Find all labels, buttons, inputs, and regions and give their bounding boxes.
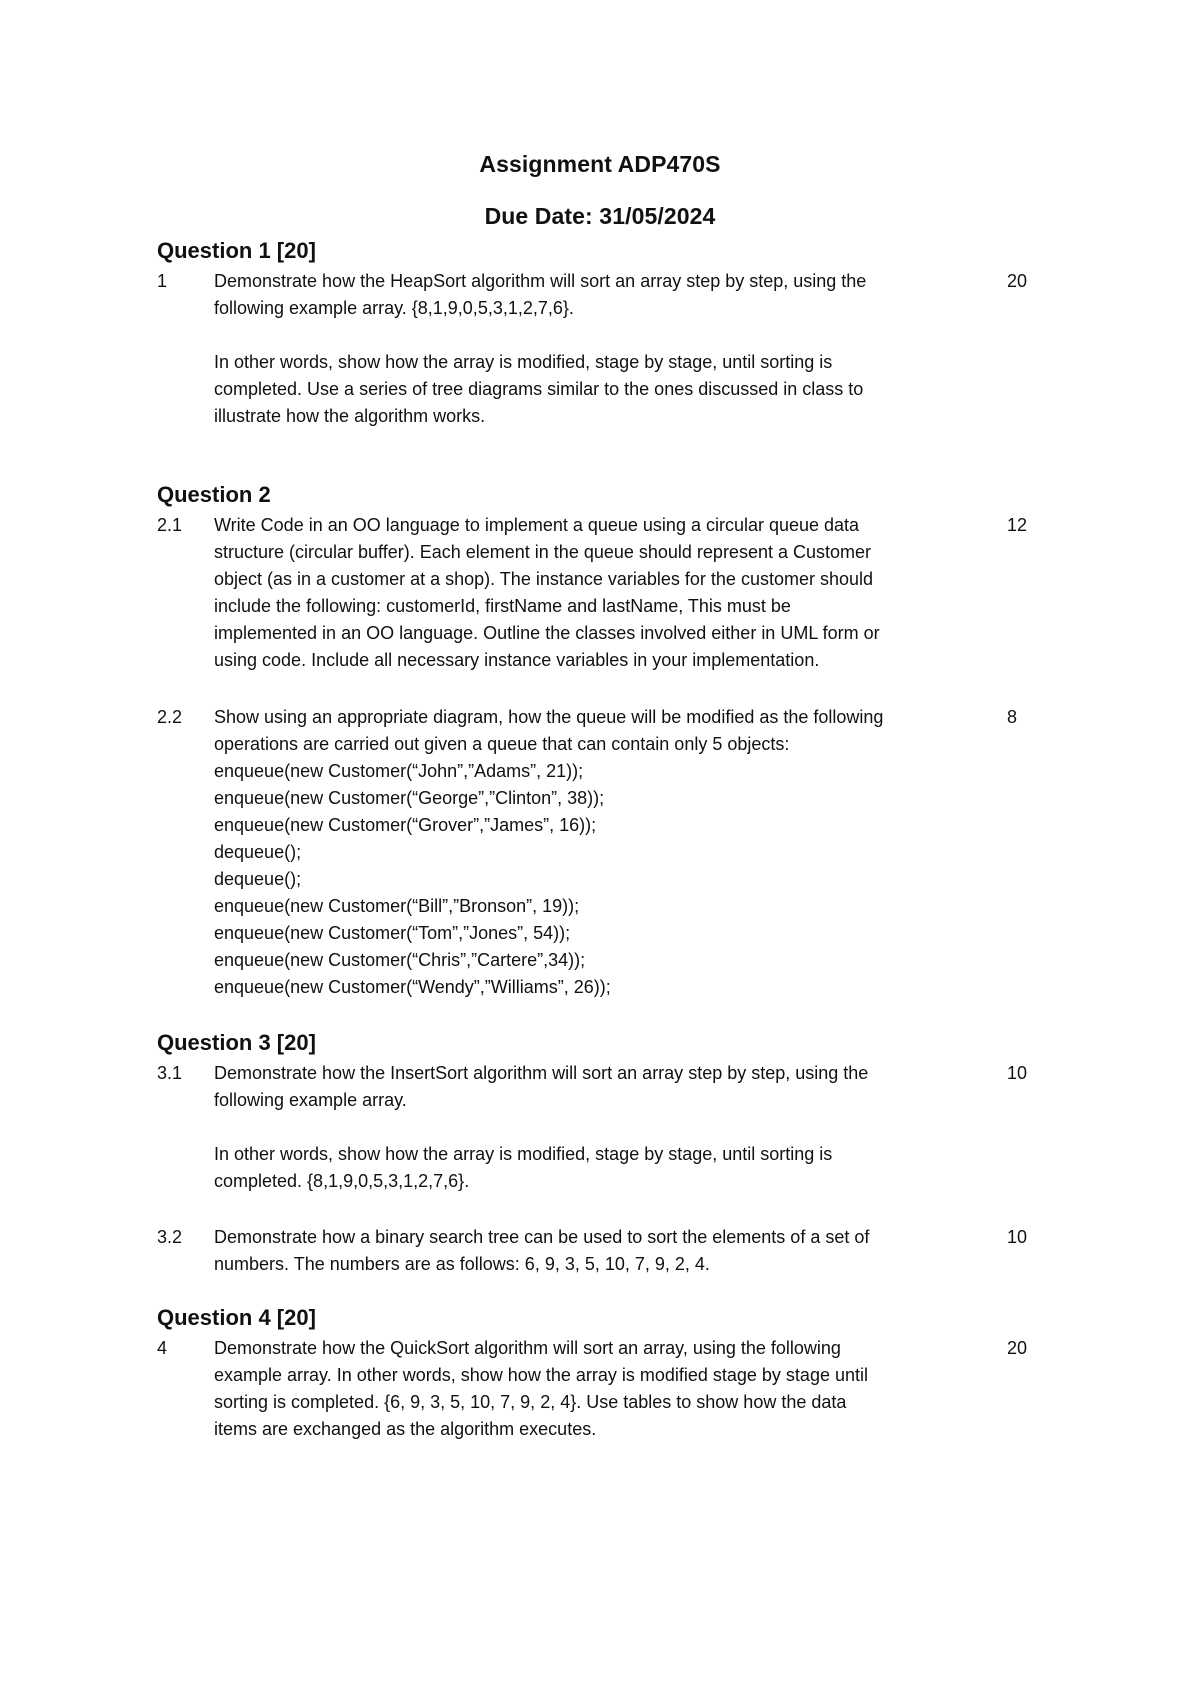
- item-mark: 10: [1007, 1063, 1028, 1083]
- item-number: 1: [157, 271, 168, 291]
- code-line: enqueue(new Customer(“Tom”,”Jones”, 54));: [214, 923, 571, 943]
- text-line: Demonstrate how the HeapSort algorithm will sort an array step by step, using the: [214, 271, 867, 291]
- text-line: Demonstrate how a binary search tree can be used to sort the elements of a set of: [214, 1227, 870, 1247]
- item-text: [214, 512, 984, 674]
- text-line: object (as in a customer at a shop). The instance variables for the customer should: [214, 569, 874, 589]
- code-line: enqueue(new Customer(“Grover”,”James”, 16));: [214, 815, 597, 835]
- text-line: Demonstrate how the QuickSort algorithm will sort an array, using the following: [214, 1338, 841, 1358]
- code-line: enqueue(new Customer(“Bill”,”Bronson”, 19));: [214, 896, 580, 916]
- code-line: enqueue(new Customer(“George”,”Clinton”, 38));: [214, 788, 605, 808]
- item-text: [214, 1224, 984, 1278]
- text-line: In other words, show how the array is modified, stage by stage, until sorting is: [214, 352, 833, 372]
- text-line: operations are carried out given a queue that can contain only 5 objects:: [214, 734, 790, 754]
- text-line: completed. {8,1,9,0,5,3,1,2,7,6}.: [214, 1171, 470, 1191]
- text-line: completed. Use a series of tree diagrams similar to the ones discussed in class to: [214, 379, 864, 399]
- text-line: following example array.: [214, 1090, 407, 1110]
- text-line: example array. In other words, show how the array is modified stage by stage until: [214, 1365, 868, 1385]
- item-mark: 20: [1007, 271, 1028, 291]
- text-line: sorting is completed. {6, 9, 3, 5, 10, 7, 9, 2, 4}. Use tables to show how the data: [214, 1392, 847, 1412]
- item-number: 2.1: [157, 515, 183, 535]
- item-mark: 20: [1007, 1338, 1028, 1358]
- item-number: 2.2: [157, 707, 183, 727]
- text-line: include the following: customerId, firstName and lastName, This must be: [214, 596, 791, 616]
- code-line: dequeue();: [214, 869, 302, 889]
- question-3-heading: Question 3 [20]: [157, 1030, 316, 1055]
- item-number: 3.1: [157, 1063, 183, 1083]
- text-line: implemented in an OO language. Outline the classes involved either in UML form or: [214, 623, 880, 643]
- question-1-heading: Question 1 [20]: [157, 238, 316, 263]
- code-line: enqueue(new Customer(“Chris”,”Cartere”,34));: [214, 950, 586, 970]
- text-line: structure (circular buffer). Each element in the queue should represent a Customer: [214, 542, 871, 562]
- item-mark: 12: [1007, 515, 1028, 535]
- document-title: Assignment ADP470S: [479, 151, 721, 177]
- item-text: [214, 1335, 984, 1443]
- item-number: 4: [157, 1338, 168, 1358]
- text-line: following example array. {8,1,9,0,5,3,1,2,7,6}.: [214, 298, 574, 318]
- text-line: illustrate how the algorithm works.: [214, 406, 486, 426]
- item-mark: 10: [1007, 1227, 1028, 1247]
- item-text: [214, 704, 984, 1001]
- text-line: Show using an appropriate diagram, how the queue will be modified as the following: [214, 707, 884, 727]
- text-line: using code. Include all necessary instance variables in your implementation.: [214, 650, 820, 670]
- text-line: Demonstrate how the InsertSort algorithm will sort an array step by step, using the: [214, 1063, 869, 1083]
- item-mark: 8: [1007, 707, 1018, 727]
- code-line: dequeue();: [214, 842, 302, 862]
- question-4-heading: Question 4 [20]: [157, 1305, 316, 1330]
- text-line: Write Code in an OO language to implement a queue using a circular queue data: [214, 515, 860, 535]
- due-date: Due Date: 31/05/2024: [484, 203, 716, 229]
- text-line: items are exchanged as the algorithm executes.: [214, 1419, 597, 1439]
- item-text: [214, 268, 984, 430]
- code-line: enqueue(new Customer(“John”,”Adams”, 21));: [214, 761, 584, 781]
- item-number: 3.2: [157, 1227, 183, 1247]
- text-line: In other words, show how the array is modified, stage by stage, until sorting is: [214, 1144, 833, 1164]
- question-2-heading: Question 2: [157, 482, 271, 507]
- code-line: enqueue(new Customer(“Wendy”,”Williams”, 26));: [214, 977, 611, 997]
- text-line: numbers. The numbers are as follows: 6, 9, 3, 5, 10, 7, 9, 2, 4.: [214, 1254, 710, 1274]
- item-text: [214, 1060, 984, 1195]
